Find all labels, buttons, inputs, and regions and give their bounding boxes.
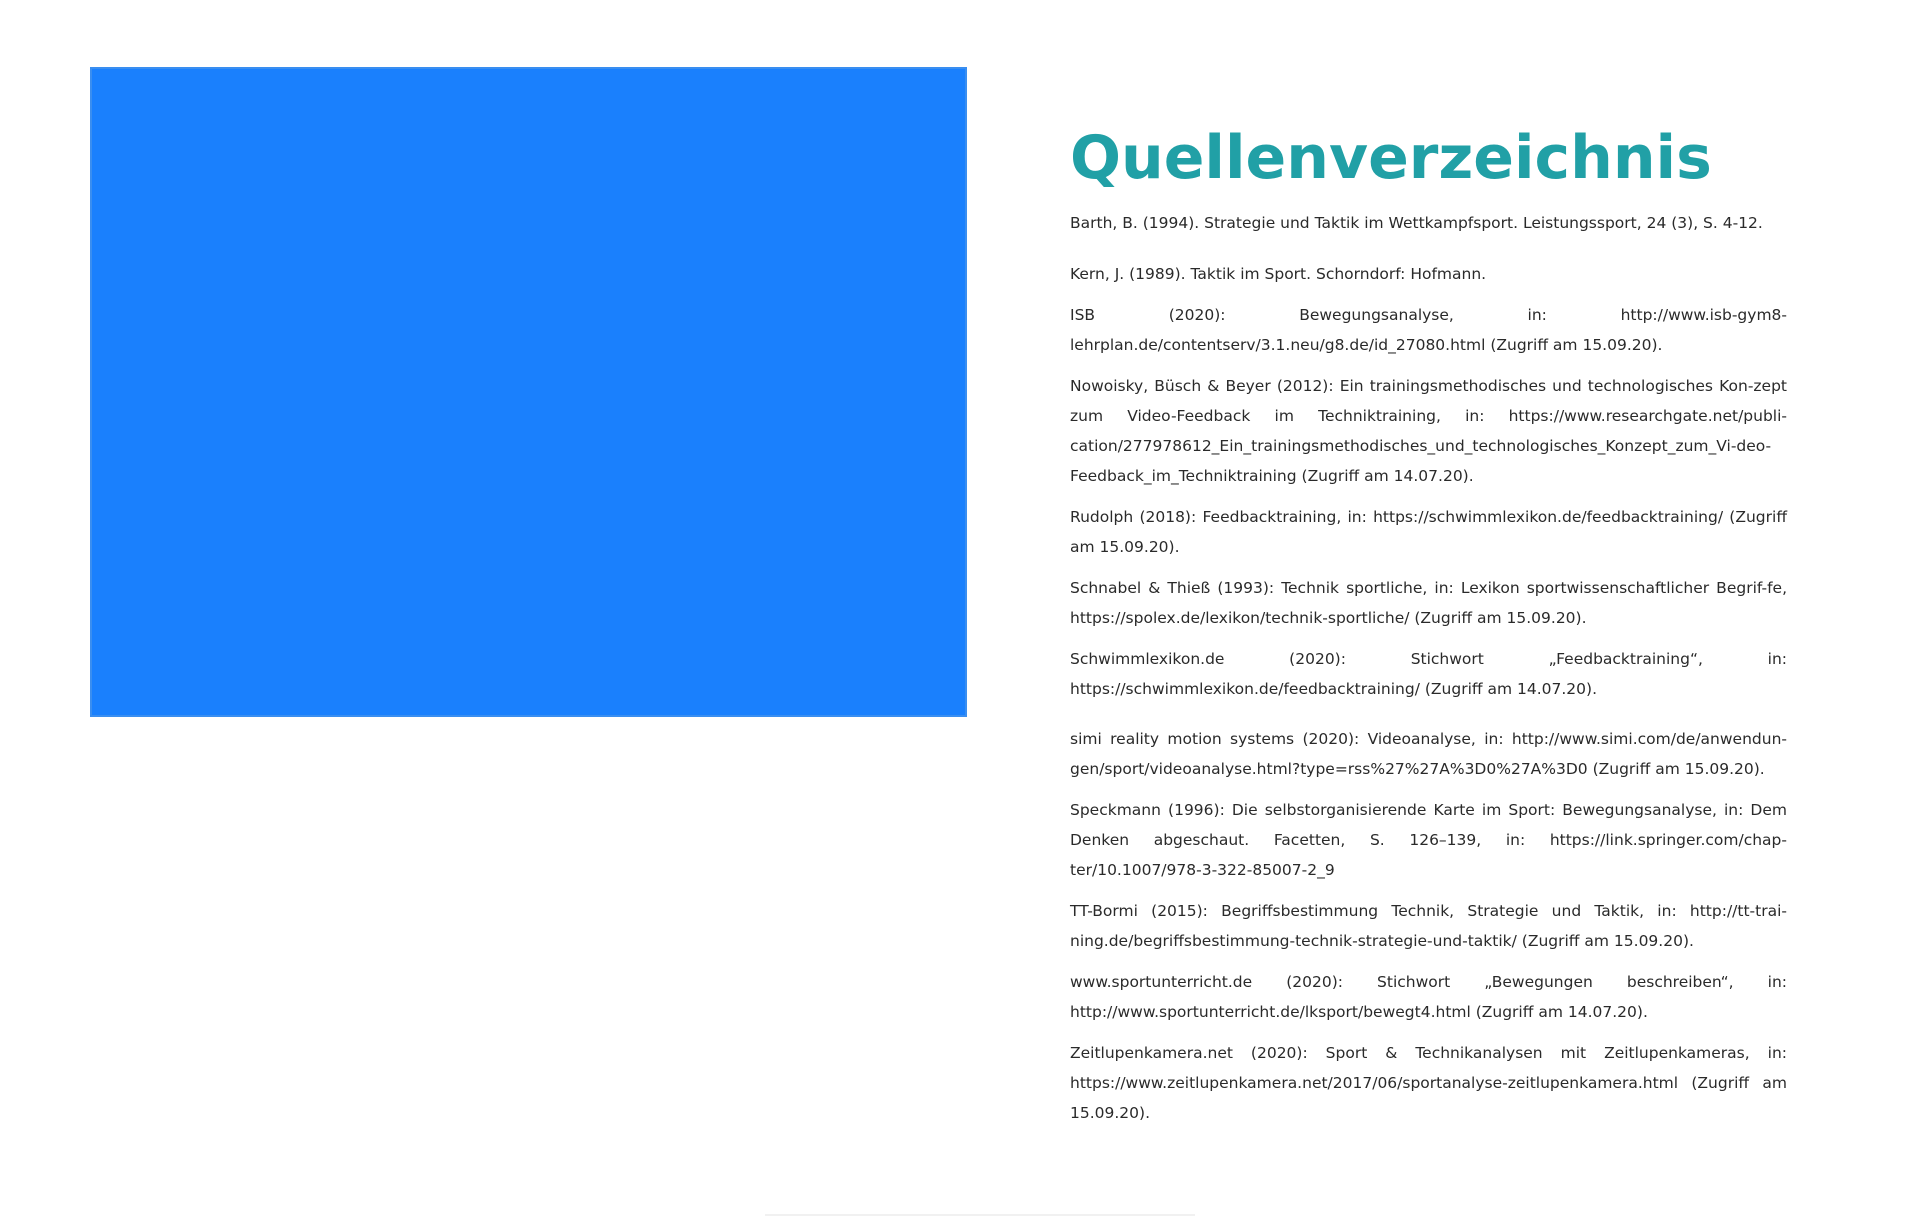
reference-item: Nowoisky, Büsch & Beyer (2012): Ein trainingsmethodisches und technologisches Kon-zept zum Video-Feedback im Techniktraining, in: https://www.researchgate.net/publi-cation/277978612_Ein_trainingsmethodisches_und_technologisches_Konzept_zum_Vi-deo-Feedback_im_Techniktraining (Zugriff am 14.07.20).: [1070, 377, 1787, 485]
reference-item: Schwimmlexikon.de (2020): Stichwort „Feedbacktraining“, in: https://schwimmlexikon.de/feedbacktraining/ (Zugriff am 14.07.20).: [1070, 650, 1787, 698]
reference-item: Kern, J. (1989). Taktik im Sport. Schorndorf: Hofmann.: [1070, 265, 1487, 283]
reference-item: simi reality motion systems (2020): Videoanalyse, in: http://www.simi.com/de/anwendun-gen/sport/videoanalyse.html?type=rss%27%27A%3D0%27A%3D0 (Zugriff am 15.09.20).: [1070, 730, 1787, 778]
reference-item: Speckmann (1996): Die selbstorganisierende Karte im Sport: Bewegungsanalyse, in: Dem Denken abgeschaut. Facetten, S. 126–139, in: https://link.springer.com/chap-ter/10.1007/978-3-322-85007-2_9: [1070, 801, 1787, 879]
reference-item: TT-Bormi (2015): Begriffsbestimmung Technik, Strategie und Taktik, in: http://tt-trai-ning.de/begriffsbestimmung-technik-strategie-und-taktik/ (Zugriff am 15.09.20).: [1070, 902, 1787, 950]
reference-item: Rudolph (2018): Feedbacktraining, in: https://schwimmlexikon.de/feedbacktraining/ (Zugriff am 15.09.20).: [1070, 508, 1787, 556]
references-section: [1070, 118, 1787, 1139]
reference-list: [1070, 208, 1787, 1128]
reference-item: Schnabel & Thieß (1993): Technik sportliche, in: Lexikon sportwissenschaftlicher Begrif-fe, https://spolex.de/lexikon/technik-sportliche/ (Zugriff am 15.09.20).: [1070, 579, 1787, 627]
reference-item: Barth, B. (1994). Strategie und Taktik im Wettkampfsport. Leistungssport, 24 (3), S. 4-12.: [1070, 214, 1763, 232]
reference-item: www.sportunterricht.de (2020): Stichwort „Bewegungen beschreiben“, in: http://www.sportunterricht.de/lksport/bewegt4.html (Zugriff am 14.07.20).: [1070, 973, 1787, 1021]
reference-item: Zeitlupenkamera.net (2020): Sport & Technikanalysen mit Zeitlupenkameras, in: https://www.zeitlupenkamera.net/2017/06/sportanalyse-zeitlupenkamera.html (Zugriff am 15.09.20).: [1070, 1044, 1787, 1122]
image-placeholder: [90, 67, 967, 717]
reference-item: ISB (2020): Bewegungsanalyse, in: http://www.isb-gym8-lehrplan.de/contentserv/3.1.neu/g8.de/id_27080.html (Zugriff am 15.09.20).: [1070, 306, 1787, 354]
page-title: Quellenverzeichnis: [1070, 123, 1712, 193]
